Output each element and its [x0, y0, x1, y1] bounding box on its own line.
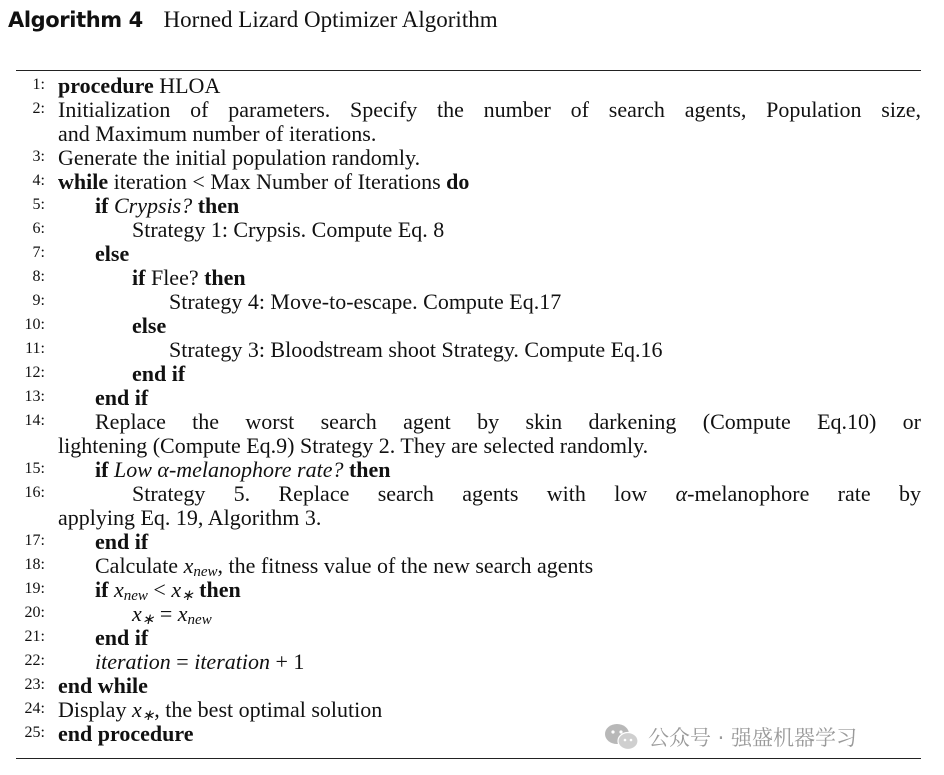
algorithm-line: [95, 578, 241, 602]
math-variable: x: [132, 601, 142, 626]
line-number: 10:: [24, 316, 45, 333]
math-variable: x: [108, 577, 124, 602]
keyword: if: [95, 577, 109, 602]
line-text: , the best optimal solution: [154, 697, 383, 722]
math-variable: x: [183, 553, 194, 578]
line-number: 25:: [24, 724, 45, 741]
line-number: 6:: [32, 220, 45, 237]
math-subscript: new: [193, 564, 218, 580]
line-text: Strategy 3: Bloodstream shoot Strategy. Compute Eq.16: [169, 337, 663, 362]
line-text-continued: and Maximum number of iterations.: [58, 121, 377, 146]
line-text: Strategy 1: Crypsis. Compute Eq. 8: [132, 217, 445, 242]
line-number: 15:: [24, 460, 45, 477]
math-subscript: ∗: [141, 612, 155, 628]
line-number: 12:: [24, 364, 45, 381]
algorithm-label: Algorithm 4: [8, 8, 143, 32]
line-text: Strategy 5. Replace search agents with low: [132, 481, 676, 506]
algorithm-line: [58, 698, 382, 722]
math-variable: x: [171, 577, 182, 602]
math-operator: =: [154, 601, 178, 626]
line-number: 14:: [24, 412, 45, 429]
condition-text: Low: [108, 457, 158, 482]
math-variable: iteration: [95, 649, 171, 674]
math-subscript: ∗: [181, 588, 194, 604]
line-number: 13:: [24, 388, 45, 405]
keyword: end if: [95, 529, 149, 554]
line-text-continued: lightening (Compute Eq.9) Strategy 2. They are selected randomly.: [58, 433, 649, 458]
math-operator: <: [147, 577, 172, 602]
math-operator: =: [170, 649, 195, 674]
line-text: -melanophore rate by: [687, 481, 921, 506]
keyword: else: [132, 313, 167, 338]
math-variable: iteration: [194, 649, 270, 674]
line-text: Replace the worst search agent by skin darkening (Compute Eq.10) or: [95, 409, 921, 434]
line-number: 24:: [24, 700, 45, 717]
line-text: Display: [58, 697, 132, 722]
math-operator: + 1: [269, 649, 305, 674]
condition-text: Flee?: [145, 265, 205, 290]
keyword: then: [343, 457, 391, 482]
algorithm-line: [95, 650, 304, 674]
alpha-symbol: α: [675, 481, 688, 506]
keyword: if: [95, 193, 109, 218]
line-number: 11:: [25, 340, 45, 357]
bottom-rule: [16, 758, 921, 759]
keyword: end if: [95, 625, 149, 650]
algorithm-line: [132, 602, 212, 626]
line-text: Strategy 4: Move-to-escape. Compute Eq.17: [169, 289, 562, 314]
algorithm-line: [58, 170, 469, 194]
math-subscript: new: [187, 612, 212, 628]
keyword: end if: [95, 385, 149, 410]
algorithm-line: [95, 458, 391, 482]
algorithm-line: [132, 266, 246, 290]
math-subscript: ∗: [141, 708, 155, 724]
line-number: 4:: [32, 172, 45, 189]
line-text: Generate the initial population randomly.: [58, 145, 421, 170]
line-number: 23:: [24, 676, 45, 693]
line-number: 5:: [32, 196, 45, 213]
algorithm-line: [95, 194, 239, 218]
watermark-text: 公众号 · 强盛机器学习: [648, 726, 858, 750]
line-text-continued: applying Eq. 19, Algorithm 3.: [58, 505, 322, 530]
line-number: 2:: [32, 100, 45, 117]
math-subscript: new: [123, 588, 148, 604]
line-number: 19:: [24, 580, 45, 597]
algorithm-line: [95, 554, 593, 578]
line-number: 3:: [32, 148, 45, 165]
math-variable: x: [131, 697, 142, 722]
algorithm-line: [58, 74, 220, 98]
line-number: 22:: [24, 652, 45, 669]
keyword: if: [132, 265, 146, 290]
line-number: 18:: [24, 556, 45, 573]
keyword: while: [58, 169, 109, 194]
keyword: then: [192, 193, 240, 218]
line-text: HLOA: [153, 73, 221, 98]
line-number: 8:: [32, 268, 45, 285]
line-number: 16:: [24, 484, 45, 501]
keyword: end procedure: [58, 721, 194, 746]
keyword: end if: [132, 361, 186, 386]
alpha-symbol: α: [157, 457, 169, 482]
keyword: end while: [58, 673, 148, 698]
keyword: then: [204, 265, 246, 290]
math-variable: x: [177, 601, 188, 626]
keyword: procedure: [58, 73, 154, 98]
algorithm-line: [132, 482, 921, 506]
algorithm-name: Horned Lizard Optimizer Algorithm: [163, 7, 498, 32]
keyword: do: [446, 169, 470, 194]
line-number: 7:: [32, 244, 45, 261]
condition-text: Crypsis?: [108, 193, 193, 218]
keyword: else: [95, 241, 130, 266]
line-text: Calculate: [95, 553, 184, 578]
line-number: 21:: [24, 628, 45, 645]
keyword: if: [95, 457, 109, 482]
line-number: 9:: [32, 292, 45, 309]
line-number: 20:: [24, 604, 45, 621]
line-text: Initialization of parameters. Specify the number of search agents, Population size,: [58, 97, 921, 122]
line-number: 17:: [24, 532, 45, 549]
wechat-icon: [604, 722, 640, 752]
keyword: then: [193, 577, 241, 602]
line-text: iteration < Max Number of Iterations: [108, 169, 447, 194]
condition-text: -melanophore rate?: [168, 457, 344, 482]
watermark: [604, 720, 857, 754]
line-text: , the fitness value of the new search agents: [217, 553, 594, 578]
line-number: 1:: [32, 76, 45, 93]
